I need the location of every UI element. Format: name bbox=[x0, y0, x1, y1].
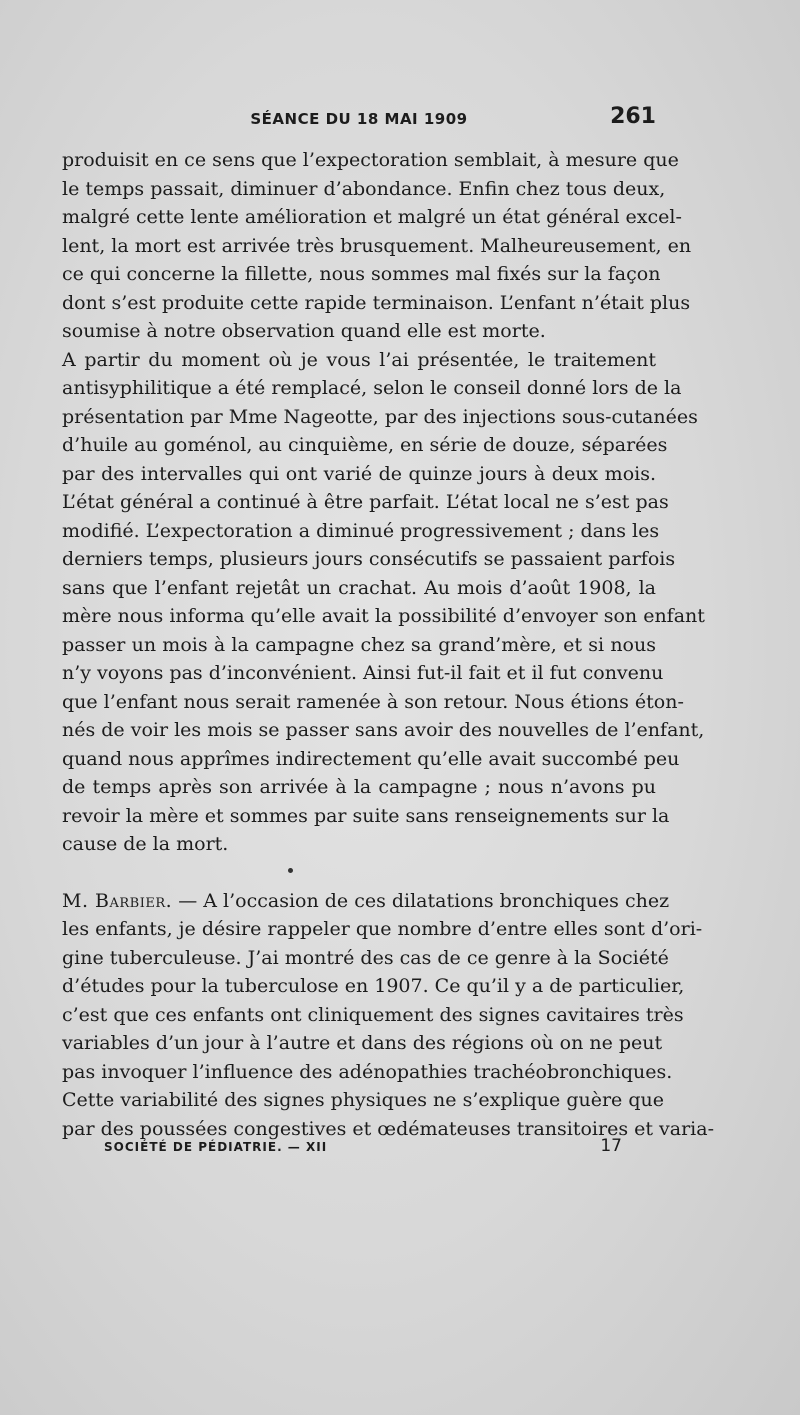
page-header bbox=[62, 104, 656, 136]
text-line: malgré cette lente amélioration et malgré un état général excel- bbox=[62, 206, 682, 228]
text-line: n’y voyons pas d’inconvénient. Ainsi fut-il fait et il fut convenu bbox=[62, 662, 664, 684]
text-line: passer un mois à la campagne chez sa grand’mère, et si nous bbox=[62, 633, 656, 656]
text-line: variables d’un jour à l’autre et dans des régions où on ne peut bbox=[62, 1032, 663, 1054]
running-title: SÉANCE DU 18 MAI 1909 bbox=[250, 110, 468, 128]
text-line: d’huile au goménol, au cinquième, en série de douze, séparées bbox=[62, 434, 668, 456]
text-line: modifié. L’expectoration a diminué progressivement ; dans les bbox=[62, 519, 660, 542]
text-line: ce qui concerne la fillette, nous sommes mal fixés sur la façon bbox=[62, 263, 661, 285]
page-footer bbox=[104, 1136, 622, 1158]
text-line: mère nous informa qu’elle avait la possibilité d’envoyer son enfant bbox=[62, 605, 705, 627]
section-separator bbox=[62, 859, 656, 887]
speaker-name: M. Barbier. bbox=[62, 889, 173, 912]
text-line: quand nous apprîmes indirectement qu’elle avait succombé peu bbox=[62, 747, 680, 770]
text-line: présentation par Mme Nageotte, par des injections sous-cutanées bbox=[62, 405, 698, 428]
text-line: le temps passait, diminuer d’abondance. Enfin chez tous deux, bbox=[62, 177, 666, 200]
text-line: de temps après son arrivée à la campagne ; nous n’avons pu bbox=[62, 776, 656, 798]
text-line: les enfants, je désire rappeler que nombre d’entre elles sont d’ori- bbox=[62, 918, 703, 940]
text-line: par des poussées congestives et œdémateuses transitoires et varia- bbox=[62, 1117, 715, 1140]
text-line: par des intervalles qui ont varié de quinze jours à deux mois. bbox=[62, 462, 656, 485]
text-line: antisyphilitique a été remplacé, selon le conseil donné lors de la bbox=[62, 377, 682, 399]
text-line: soumise à notre observation quand elle est morte. bbox=[62, 320, 546, 342]
text-line: L’état général a continué à être parfait. L’état local ne s’est pas bbox=[62, 491, 669, 513]
text-line: c’est que ces enfants ont cliniquement des signes cavitaires très bbox=[62, 1003, 684, 1026]
text-line: d’études pour la tuberculose en 1907. Ce qu’il y a de particulier, bbox=[62, 975, 685, 997]
paragraph-3 bbox=[62, 887, 715, 1144]
text-line: derniers temps, plusieurs jours consécutifs se passaient parfois bbox=[62, 548, 676, 570]
signature-mark: 17 bbox=[600, 1136, 622, 1156]
paragraph-2 bbox=[62, 346, 705, 859]
paragraph-1 bbox=[62, 146, 692, 346]
text-line: A partir du moment où je vous l’ai présentée, le traitement bbox=[62, 348, 656, 371]
text-line: revoir la mère et sommes par suite sans renseignements sur la bbox=[62, 804, 670, 827]
speaker-line bbox=[62, 887, 670, 916]
body-text bbox=[62, 146, 715, 1143]
separator-dot bbox=[288, 868, 293, 873]
text-line: cause de la mort. bbox=[62, 833, 229, 855]
text-line: lent, la mort est arrivée très brusquement. Malheureusement, en bbox=[62, 234, 692, 257]
text-line: gine tuberculeuse. J’ai montré des cas de ce genre à la Société bbox=[62, 946, 669, 969]
text-line: produisit en ce sens que l’expectoration semblait, à mesure que bbox=[62, 149, 679, 171]
text-line: nés de voir les mois se passer sans avoir des nouvelles de l’enfant, bbox=[62, 719, 705, 741]
text-line: sans que l’enfant rejetât un crachat. Au mois d’août 1908, la bbox=[62, 576, 656, 599]
page-number: 261 bbox=[610, 104, 656, 129]
text-line: que l’enfant nous serait ramenée à son retour. Nous étions éton- bbox=[62, 690, 684, 713]
speaker-line-text: — A l’occasion de ces dilatations bronchiques chez bbox=[178, 889, 670, 912]
journal-signature: SOCIÉTÉ DE PÉDIATRIE. — XII bbox=[104, 1140, 328, 1154]
text-line: dont s’est produite cette rapide terminaison. L’enfant n’était plus bbox=[62, 291, 691, 314]
text-line: Cette variabilité des signes physiques ne s’explique guère que bbox=[62, 1089, 664, 1111]
text-line: pas invoquer l’influence des adénopathies trachéobronchiques. bbox=[62, 1060, 673, 1083]
